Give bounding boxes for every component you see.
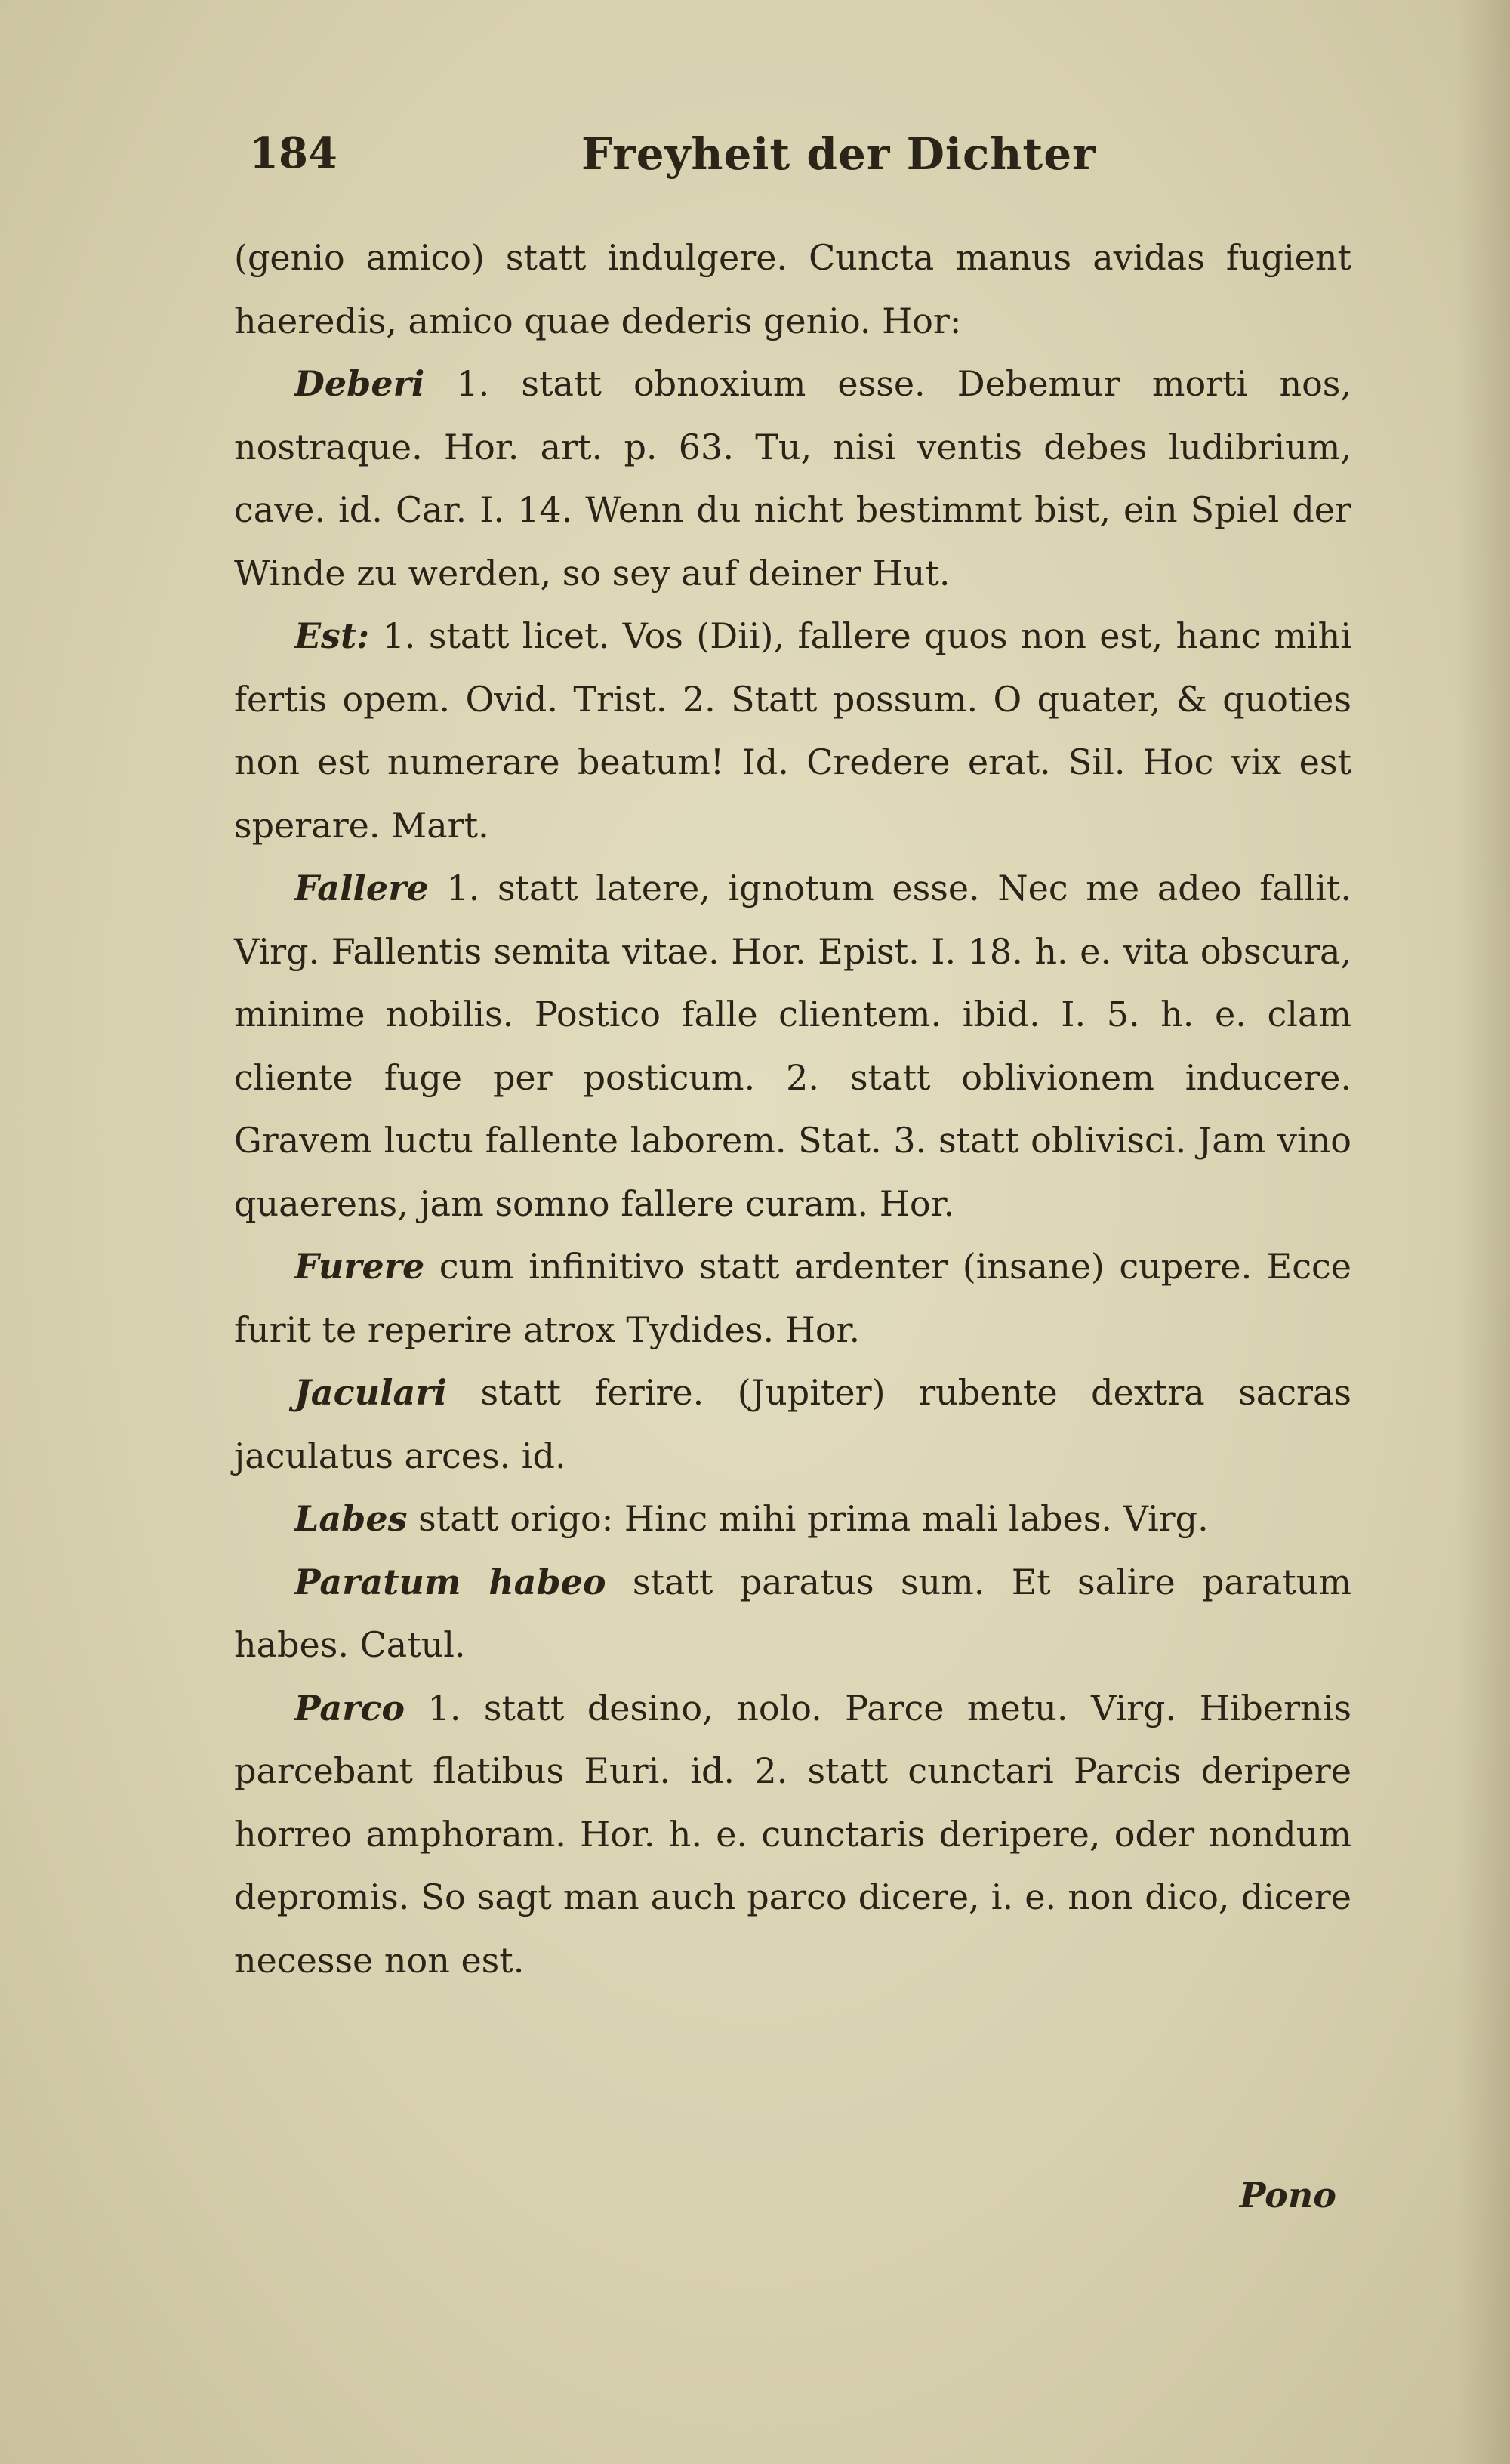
entry-jaculari	[234, 1362, 1351, 1488]
entry-lemma: Furere	[294, 1246, 425, 1287]
entry-lemma: Deberi	[294, 363, 425, 404]
entry-lemma: Fallere	[294, 868, 429, 908]
running-title: Freyheit der Dichter	[581, 128, 1096, 180]
page-number: 184	[249, 128, 337, 178]
entry-lemma: Jaculari	[294, 1372, 448, 1413]
entry-continuation	[234, 227, 1351, 353]
catchword: Pono	[1239, 2175, 1336, 2216]
entry-text: 1. statt obnoxium esse. Debemur morti nos, nostraque. Hor. art. p. 63. Tu, nisi ventis debes ludibrium, cave. id. Car. I. 14. Wenn du nicht bestimmt bist, ein Spiel der Winde zu werden, so sey auf deiner Hut.	[234, 363, 1351, 594]
entry-text: statt paratus sum. Et salire paratum habes. Catul.	[234, 1561, 1351, 1665]
entry-lemma: Labes	[294, 1498, 408, 1539]
entry-lemma: Est:	[294, 615, 370, 656]
entry-text: 1. statt licet. Vos (Dii), fallere quos non est, hanc mihi fertis opem. Ovid. Trist. 2. Statt possum. O quater, & quoties non est numerare beatum! Id. Credere erat. Sil. Hoc vix est sperare. Mart.	[234, 615, 1351, 846]
entry-text: cum infinitivo statt ardenter (insane) cupere. Ecce furit te reperire atrox Tydides. Hor.	[234, 1246, 1352, 1350]
entry-furere	[234, 1235, 1351, 1362]
page-gutter-shadow	[1457, 0, 1510, 2464]
entry-text: statt origo: Hinc mihi prima mali labes. Virg.	[418, 1498, 1209, 1539]
entry-lemma: Paratum habeo	[294, 1561, 606, 1602]
entry-text: (genio amico) statt indulgere. Cuncta manus avidas fugient haeredis, amico quae dederis genio. Hor:	[234, 237, 1351, 341]
entry-text: statt ferire. (Jupiter) rubente dextra sacras jaculatus arces. id.	[234, 1372, 1352, 1476]
page-header	[249, 128, 1306, 196]
entry-fallere	[234, 857, 1351, 1235]
entry-labes	[234, 1488, 1351, 1551]
entry-deberi	[234, 353, 1351, 605]
entry-paratum-habeo	[234, 1551, 1351, 1677]
entry-text: 1. statt desino, nolo. Parce metu. Virg. Hibernis parcebant flatibus Euri. id. 2. statt cunctari Parcis deripere horreo amphoram. Hor. h. e. cunctaris deripere, oder nondum depromis. So sagt man auch parco dicere, i. e. non dico, dicere necesse non est.	[234, 1687, 1351, 1981]
entry-parco	[234, 1677, 1351, 1993]
entry-text: 1. statt latere, ignotum esse. Nec me adeo fallit. Virg. Fallentis semita vitae. Hor. Epist. I. 18. h. e. vita obscura, minime nobilis. Postico falle clientem. ibid. I. 5. h. e. clam cliente fuge per posticum. 2. statt oblivionem inducere. Gravem luctu fallente laborem. Stat. 3. statt oblivisci. Jam vino quaerens, jam somno fallere curam. Hor.	[234, 868, 1351, 1224]
entry-lemma: Parco	[294, 1687, 405, 1729]
entry-est	[234, 605, 1351, 857]
dictionary-text-block	[234, 227, 1351, 1992]
